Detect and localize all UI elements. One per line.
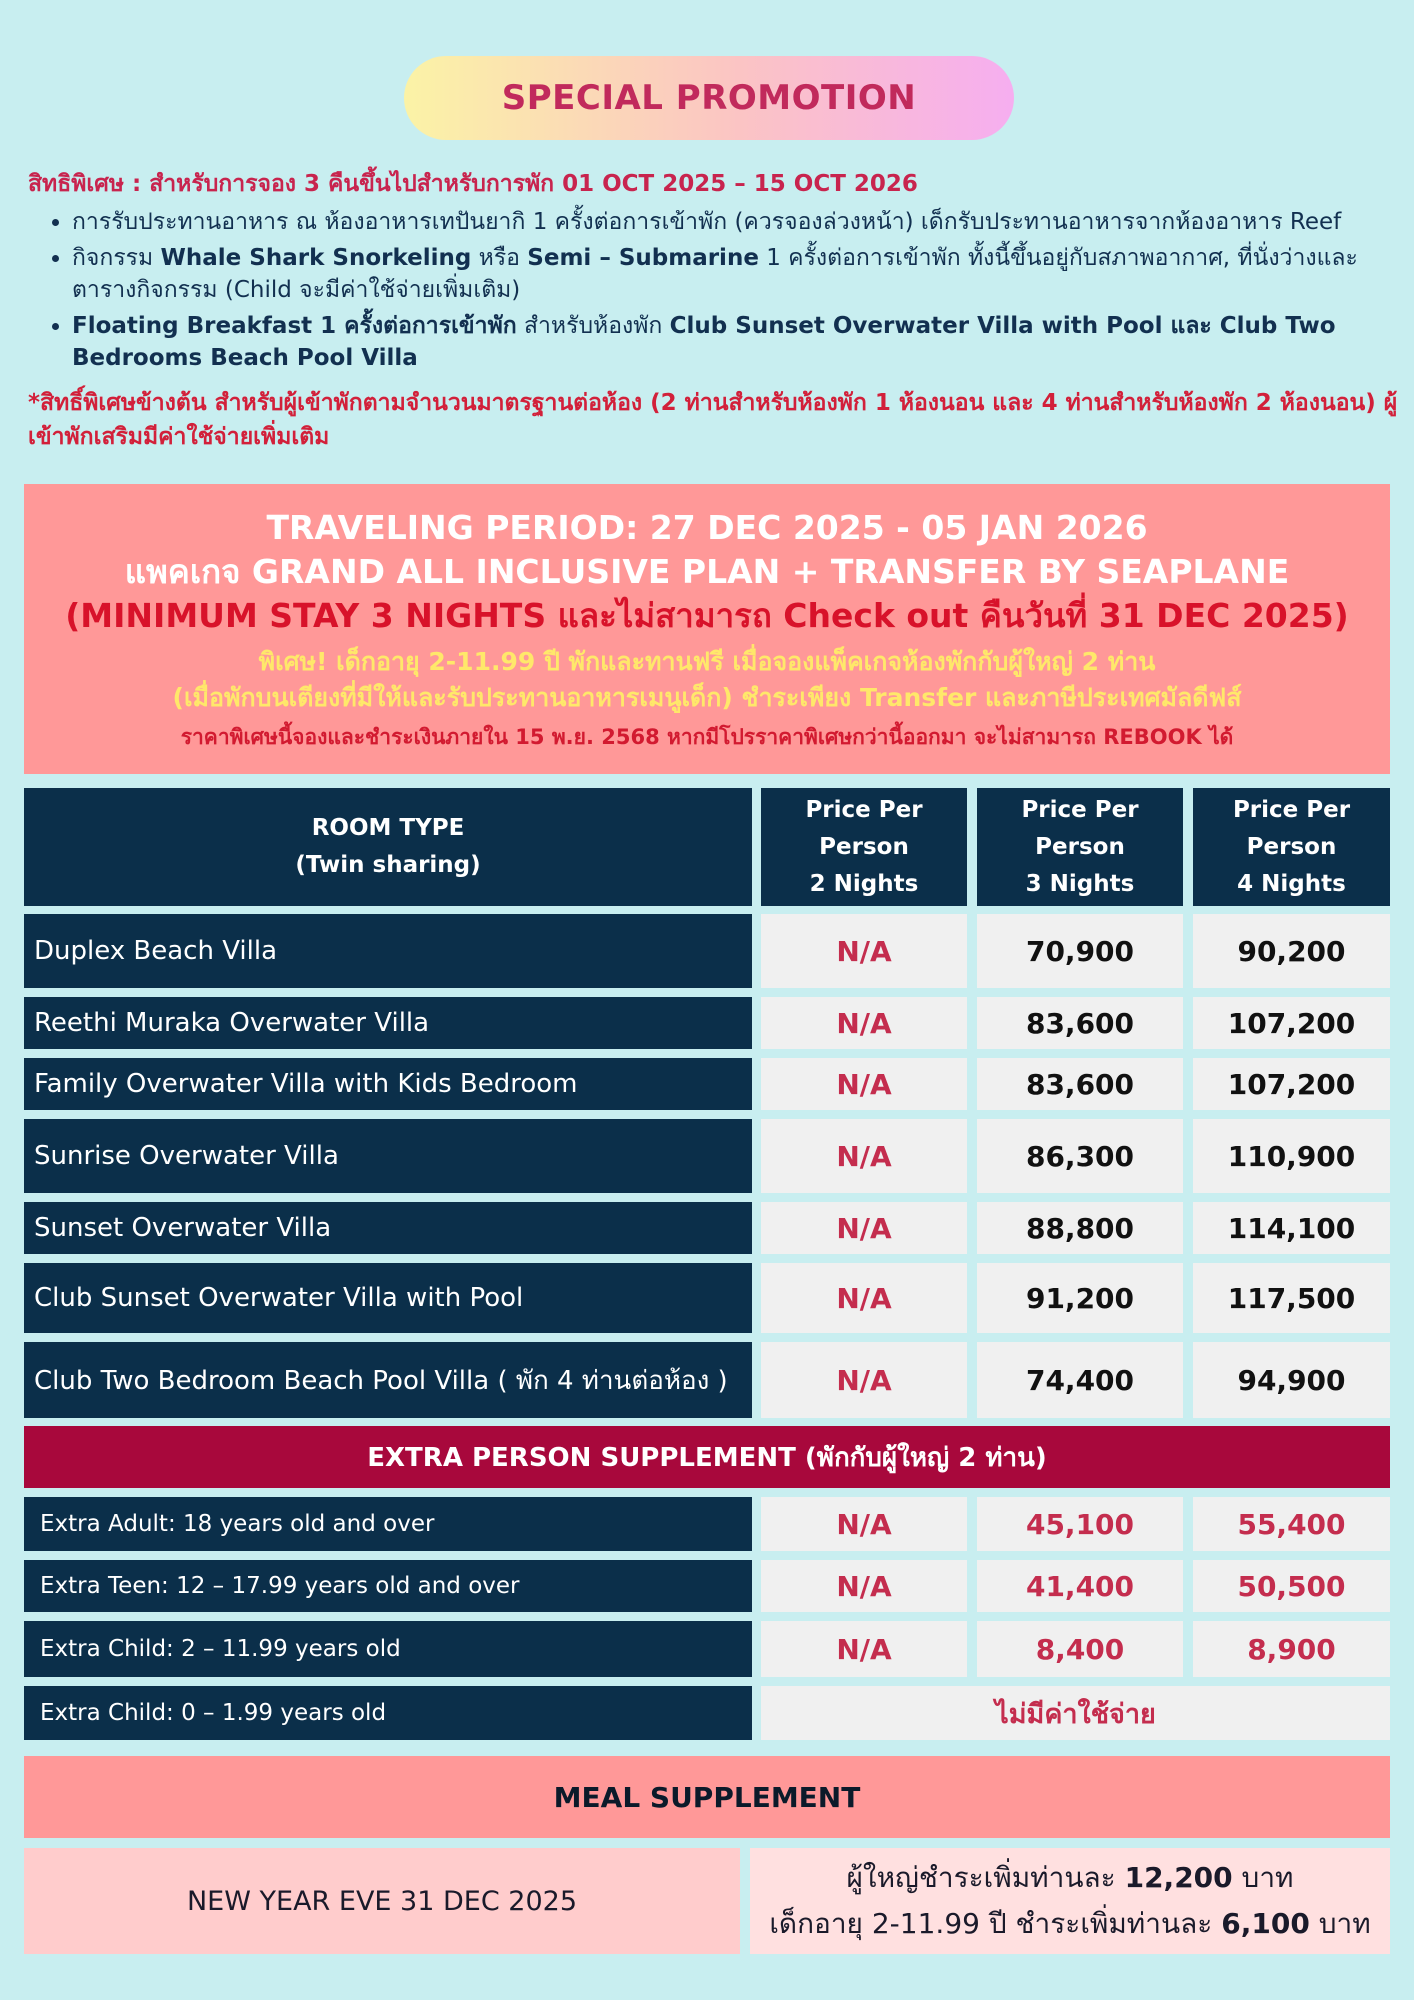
price-2-nights: N/A	[761, 914, 967, 988]
header-room-type-label: ROOM TYPE	[311, 815, 465, 841]
price-3-nights: 83,600	[977, 1058, 1183, 1110]
extra-price-3-nights: 8,400	[977, 1621, 1183, 1677]
special-promotion-title: SPECIAL PROMOTION	[404, 56, 1014, 140]
header-line: Price Per	[1232, 796, 1351, 823]
price-3-nights: 83,600	[977, 997, 1183, 1049]
room-name: Family Overwater Villa with Kids Bedroom	[24, 1058, 752, 1110]
banner-minimum-stay: (MINIMUM STAY 3 NIGHTS และไม่สามารถ Check out คืนวันที่ 31 DEC 2025)	[65, 596, 1349, 635]
promo-activity-submarine: Semi – Submarine	[527, 245, 759, 271]
header-4-nights	[1193, 788, 1390, 906]
promo-activity-snorkel: Whale Shark Snorkeling	[160, 245, 472, 271]
promo-text: 1 ครั้งต่อการเข้าพัก ทั้งนี้ขึ้นอยู่กับสภาพอากาศ, ที่นั่งว่างและตารางกิจกรรม (Child จะมีค่าใช้จ่ายเพิ่มเติม)	[72, 245, 1358, 303]
promo-breakfast-rooms: Club Sunset Overwater Villa with Pool และ Club Two Bedrooms Beach Pool Villa	[72, 313, 1336, 371]
meal-text: ผู้ใหญ่ชำระเพิ่มท่านละ	[846, 1861, 1125, 1894]
meal-child-price: 6,100	[1221, 1907, 1310, 1940]
price-4-nights: 107,200	[1193, 1058, 1390, 1110]
price-2-nights: N/A	[761, 1263, 967, 1333]
price-4-nights: 110,900	[1193, 1119, 1390, 1193]
banner-booking-deadline: ราคาพิเศษนี้จองและชำระเงินภายใน 15 พ.ย. 2568 หากมีโปรราคาพิเศษกว่านี้ออกมา จะไม่สามารถ REBOOK ได้	[180, 725, 1234, 749]
header-room-type-sub: (Twin sharing)	[295, 852, 481, 878]
price-2-nights: N/A	[761, 1202, 967, 1254]
room-name: Sunset Overwater Villa	[24, 1202, 752, 1254]
price-2-nights: N/A	[761, 1058, 967, 1110]
promo-text: สำหรับห้องพัก	[516, 313, 670, 339]
header-line: Person	[1246, 833, 1337, 860]
extra-price-3-nights: 45,100	[977, 1497, 1183, 1551]
meal-event-price	[750, 1848, 1390, 1954]
banner-package: แพคเกจ GRAND ALL INCLUSIVE PLAN + TRANSFER BY SEAPLANE	[124, 552, 1290, 591]
banner-kids-condition: (เมื่อพักบนเตียงที่มีให้และรับประทานอาหารเมนูเด็ก) ชำระเพียง Transfer และภาษีประเทศมัลดีฟส์	[172, 683, 1242, 712]
promo-bullet-activity	[72, 242, 1398, 306]
extra-price-2-nights: N/A	[761, 1497, 967, 1551]
room-name: Club Two Bedroom Beach Pool Villa ( พัก 4 ท่านต่อห้อง )	[24, 1342, 752, 1418]
extra-price-2-nights: N/A	[761, 1621, 967, 1677]
room-name: Club Sunset Overwater Villa with Pool	[24, 1263, 752, 1333]
extra-price-4-nights: 8,900	[1193, 1621, 1390, 1677]
header-line: Person	[819, 833, 909, 860]
header-line: Person	[1035, 833, 1125, 860]
meal-supplement-heading: MEAL SUPPLEMENT	[24, 1756, 1390, 1838]
header-room-type	[24, 788, 752, 906]
meal-text: บาท	[1309, 1907, 1371, 1940]
price-3-nights: 86,300	[977, 1119, 1183, 1193]
promo-text: หรือ	[471, 245, 528, 271]
promo-list	[28, 206, 1398, 374]
room-name: Duplex Beach Villa	[24, 914, 752, 988]
meal-adult-price: 12,200	[1124, 1861, 1233, 1894]
banner-kids-offer: พิเศษ! เด็กอายุ 2-11.99 ปี พักและทานฟรี เมื่อจองแพ็คเกจห้องพักกับผู้ใหญ่ 2 ท่าน	[258, 647, 1156, 676]
header-line: Price Per	[805, 796, 923, 823]
extra-free-label: ไม่มีค่าใช้จ่าย	[761, 1686, 1390, 1740]
price-2-nights: N/A	[761, 997, 967, 1049]
header-line: 2 Nights	[809, 870, 919, 897]
price-4-nights: 114,100	[1193, 1202, 1390, 1254]
extra-person-name: Extra Child: 0 – 1.99 years old	[24, 1686, 752, 1740]
price-3-nights: 74,400	[977, 1342, 1183, 1418]
price-4-nights: 94,900	[1193, 1342, 1390, 1418]
price-3-nights: 88,800	[977, 1202, 1183, 1254]
room-name: Reethi Muraka Overwater Villa	[24, 997, 752, 1049]
extra-person-name: Extra Child: 2 – 11.99 years old	[24, 1621, 752, 1677]
promo-bullet-dining: • การรับประทานอาหาร ณ ห้องอาหารเทปันยากิ 1 ครั้งต่อการเข้าพัก (ควรจองล่วงหน้า) เด็กรับประทานอาหารจากห้องอาหาร Reef	[72, 206, 1398, 238]
meal-child-price-line	[769, 1901, 1370, 1947]
extra-price-3-nights: 41,400	[977, 1560, 1183, 1612]
price-4-nights: 107,200	[1193, 997, 1390, 1049]
price-4-nights: 117,500	[1193, 1263, 1390, 1333]
extra-price-2-nights: N/A	[761, 1560, 967, 1612]
extra-price-4-nights: 50,500	[1193, 1560, 1390, 1612]
promo-heading: สิทธิพิเศษ : สำหรับการจอง 3 คืนขึ้นไปสำหรับการพัก 01 OCT 2025 – 15 OCT 2026	[28, 171, 918, 197]
header-line: Price Per	[1021, 796, 1139, 823]
meal-event-name: NEW YEAR EVE 31 DEC 2025	[24, 1848, 740, 1954]
header-3-nights	[977, 788, 1183, 906]
promo-text: กิจกรรม	[72, 245, 161, 271]
promo-bullet-breakfast	[72, 310, 1398, 374]
header-line: 4 Nights	[1237, 870, 1346, 897]
header-line: 3 Nights	[1025, 870, 1135, 897]
promo-note: *สิทธิ์พิเศษข้างต้น สำหรับผู้เข้าพักตามจำนวนมาตรฐานต่อห้อง (2 ท่านสำหรับห้องพัก 1 ห้องนอน และ 4 ท่านสำหรับห้องพัก 2 ห้องนอน) ผู้เข้าพักเสริมมีค่าใช้จ่ายเพิ่มเติม	[28, 390, 1398, 450]
promo-breakfast: Floating Breakfast 1 ครั้งต่อการเข้าพัก	[72, 313, 517, 339]
price-2-nights: N/A	[761, 1342, 967, 1418]
meal-adult-price-line	[846, 1855, 1293, 1901]
price-2-nights: N/A	[761, 1119, 967, 1193]
room-name: Sunrise Overwater Villa	[24, 1119, 752, 1193]
price-3-nights: 70,900	[977, 914, 1183, 988]
price-4-nights: 90,200	[1193, 914, 1390, 988]
header-2-nights	[761, 788, 967, 906]
extra-person-name: Extra Adult: 18 years old and over	[24, 1497, 752, 1551]
extra-person-name: Extra Teen: 12 – 17.99 years old and over	[24, 1560, 752, 1612]
travel-period-banner	[24, 484, 1390, 774]
promo-section	[28, 166, 1398, 454]
price-3-nights: 91,200	[977, 1263, 1183, 1333]
extra-person-heading: EXTRA PERSON SUPPLEMENT (พักกับผู้ใหญ่ 2 ท่าน)	[24, 1426, 1390, 1488]
meal-text: เด็กอายุ 2-11.99 ปี ชำระเพิ่มท่านละ	[769, 1907, 1222, 1940]
meal-text: บาท	[1232, 1861, 1294, 1894]
extra-price-4-nights: 55,400	[1193, 1497, 1390, 1551]
banner-period: TRAVELING PERIOD: 27 DEC 2025 - 05 JAN 2026	[266, 508, 1148, 547]
